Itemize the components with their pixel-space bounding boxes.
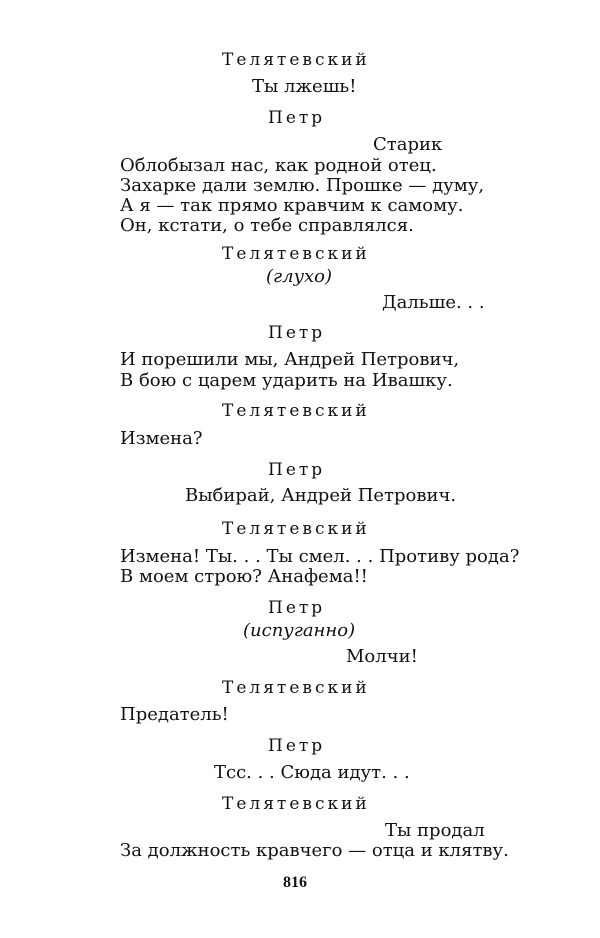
- dialogue-line: Предатель!: [120, 704, 229, 725]
- stage-direction: (глухо): [266, 266, 333, 287]
- speaker-name: Телятевский: [222, 50, 370, 70]
- page-number: 816: [283, 874, 307, 891]
- dialogue-line: В бою с царем ударить на Ивашку.: [120, 370, 453, 391]
- dialogue-line: Облобызал нас, как родной отец.: [120, 155, 437, 176]
- speaker-name: Телятевский: [222, 678, 370, 698]
- dialogue-line: Ты лжешь!: [252, 76, 357, 97]
- speaker-name: Петр: [268, 598, 326, 618]
- dialogue-line: Захарке дали землю. Прошке — думу,: [120, 175, 485, 196]
- dialogue-line: Измена?: [120, 428, 203, 449]
- dialogue-line: Старик: [373, 134, 443, 155]
- speaker-name: Телятевский: [222, 244, 370, 264]
- speaker-name: Телятевский: [222, 401, 370, 421]
- dialogue-line: А я — так прямо кравчим к самому.: [120, 195, 464, 216]
- speaker-name: Петр: [268, 108, 326, 128]
- dialogue-line: Ты продал: [385, 820, 485, 841]
- dialogue-line: И порешили мы, Андрей Петрович,: [120, 349, 460, 370]
- speaker-name: Телятевский: [222, 794, 370, 814]
- dialogue-line: Он, кстати, о тебе справлялся.: [120, 215, 414, 236]
- dialogue-line: Выбирай, Андрей Петрович.: [185, 485, 457, 506]
- dialogue-line: В моем строю? Анафема!!: [120, 566, 368, 587]
- speaker-name: Петр: [268, 323, 326, 343]
- speaker-name: Телятевский: [222, 519, 370, 539]
- stage-direction: (испуганно): [243, 620, 356, 641]
- speaker-name: Петр: [268, 460, 326, 480]
- dialogue-line: Измена! Ты. . . Ты смел. . . Противу рода?: [120, 546, 520, 567]
- dialogue-line: За должность кравчего — отца и клятву.: [120, 840, 509, 861]
- dialogue-line: Тсс. . . Сюда идут. . .: [214, 762, 410, 783]
- dialogue-line: Молчи!: [346, 646, 418, 667]
- dialogue-line: Дальше. . .: [382, 292, 485, 313]
- speaker-name: Петр: [268, 736, 326, 756]
